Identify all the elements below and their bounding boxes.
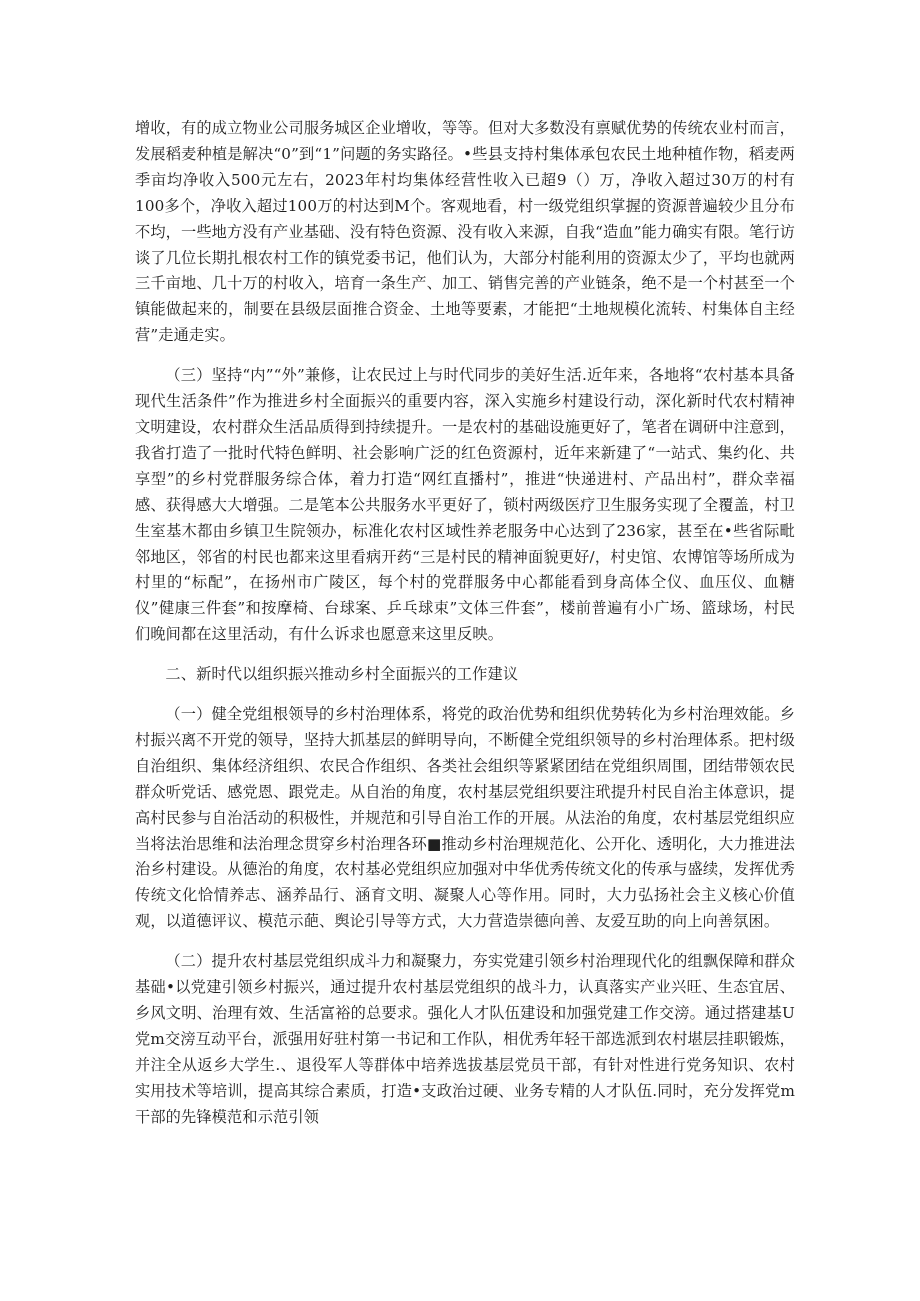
paragraph-rural-income: 增收，有的成立物业公司服务城区企业增收，等等。但对大多数没有禀赋优势的传统农业村而言，发展稻麦种植是解决“0”到“1”问题的务实路径。•些县支持村集体承包农民土地种植作物，稻麦两季亩均净收入500元左右，2023年村均集体经营性收入已超9（）万，净收入超过30万的村有100多个，净收入超过100万的村达到M个。客观地看，村一级党组织掌握的资源普遍较少且分布不均，一些地方没有产业基础、没有特色资源、没有收入来源，自我“造血”能力确实有限。笔行访谈了几位长期扎根农村工作的镇党委书记，他们认为，大部分村能利用的资源太少了，平均也就两三千亩地、几十万的村收入，培育一条生产、加工、销售完善的产业链条，绝不是一个村甚至一个镇能做起来的，制要在县级层面推合资金、土地等要素，才能把“土地规模化流转、村集体自主经营”走通走实。 — [135, 119, 796, 345]
paragraph-modern-life: （三）坚持“内”“外”兼修，让农民过上与时代同步的美好生活.近年来，各地将“农村基本具备现代生活条件”作为推进乡村全面振兴的重要内容，深入实施乡村建设行动，深化新时代农村精神文明建设，农村群众生活品质得到持续提升。一是农村的基础设施更好了，笔者在调研中注意到，我省打造了一批时代特色鲜明、社会影响广泛的红色资源村，近年来新建了“一站式、集约化、共享型”的乡村党群服务综合体，着力打造“网红直播村”，推进“快递进村、产品出村”，群众幸福感、获得感大大增强。二是笔本公共服务水平更好了，锁村两级医疗卫生服务实现了全覆盖，村卫生室基木都由乡镇卫生院领办，标准化农村区域性养老服务中心达到了236家，甚至在•些省际毗邻地区，邻省的村民也都来这里看病开药“三是村民的精神面貌更好/，村史馆、农博馆等场所成为村里的“标配”，在扬州市广陵区，每个村的党群服务中心都能看到身高体仝仪、血压仪、血糖仪”健康三件套”和按摩椅、台球案、乒乓球束”文体三件套”，楼前普遍有小广场、篮球场，村民们晚间都在这里活动，有什么诉求也愿意来这里反映。 — [135, 366, 795, 644]
section-heading-suggestions: 二、新时代以组织振兴推动乡村全面振兴的工作建议 — [165, 665, 519, 684]
paragraph-party-organization: （二）提升农村基层党组织成斗力和凝聚力，夯实党建引领乡村治理现代化的组飘保障和群众基础•以党建引领乡村振兴，通过提升农村基层党组织的战斗力，认真落实产业兴旺、生态宜居、乡风文明、治理有效、生活富裕的总要求。强化人才队伍建设和加强党建工作交滂。通过搭建基U党m交滂互动平台，派强用好驻村第一书记和工作队，相优秀年轻干部选派到农村堪层挂职锻炼，并注全从返乡大学生.、退役军人等群体中培养选拔基层党员干部，有针对性进行党务知识、农村实用技术等培训，提高其综合素质，打造•支政治过硬、业务专精的人才队伍.同时，充分发挥党m干部的先锋模范和示范引领 — [135, 952, 795, 1126]
document-body — [135, 116, 795, 1131]
paragraph-governance-system: （一）健全党组根领导的乡村治理体系，将党的政治优势和组织优势转化为乡村治理效能。乡村振兴离不开党的领导，坚持大抓基层的鲜明导向，不断健全党组织领导的乡村治理体系。把村级自治组织、集体经济组织、农民合作组织、各类社会组织等紧紧团结在党组织周围，团结带领农民群众听党话、感党恩、跟党走。从自治的角度，农村基层党组织要注玳提升村民自治主体意识，提高村民参与自治活动的积极性，并规范和引导自治工作的开展。从法治的角度，农村基层党组织应当将法治思维和法治理念贯穿乡村治理各环■推动乡村治理规范化、公开化、透明化，大力推进法治乡村建设。从德治的角度，农村基必党组织应加强对中华优秀传统文化的传承与盛续，发挥优秀传统文化恰情养志、涵养品行、涵育文明、凝聚人心等作用。同时，大力弘扬社会主义核心价值观，以道德评议、模范示葩、舆论引导等方式，大力营造崇德向善、友爱互助的向上向善氛困。 — [135, 705, 795, 931]
